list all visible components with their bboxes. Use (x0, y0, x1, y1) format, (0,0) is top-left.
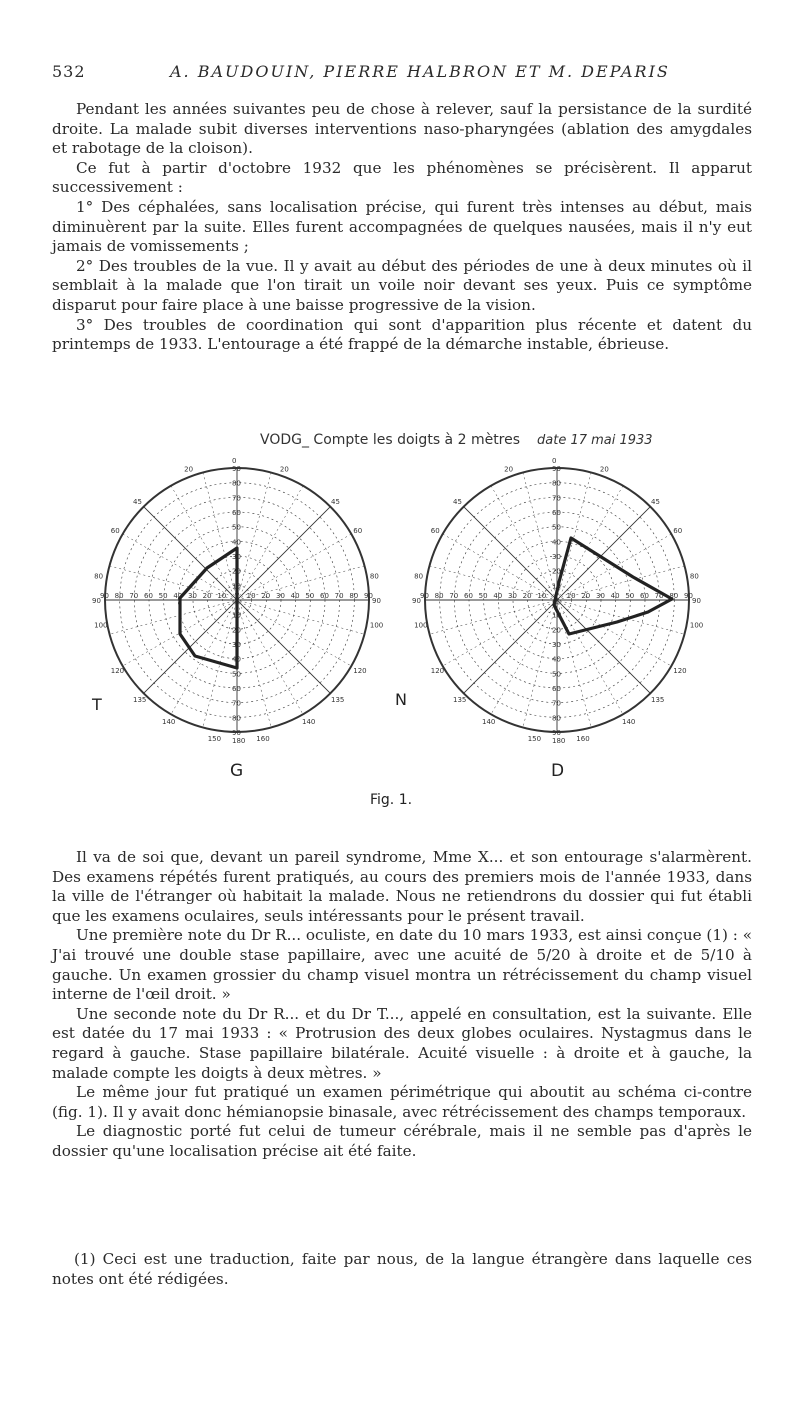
radius-label: 20 (261, 592, 271, 600)
radius-label: 60 (232, 685, 241, 693)
radius-label: 80 (349, 592, 359, 600)
angle-label: 90 (412, 597, 421, 605)
perimetry-chart (82, 422, 722, 812)
angle-label: 60 (353, 527, 363, 535)
paragraph: 3° Des troubles de coordination qui sont d'apparition plus récente et datent du printemps de 1933. L'entourage a été frappé de la démarche instable, ébrieuse. (52, 315, 752, 354)
angle-label: 120 (110, 667, 125, 675)
angle-label: 100 (689, 621, 704, 630)
radius-label: 30 (552, 553, 561, 561)
radius-label: 20 (581, 592, 591, 600)
paragraph: Le même jour fut pratiqué un examen périmétrique qui aboutit au schéma ci-contre (fig. 1). Il y avait donc hémianopsie binasale, avec rétrécissement des champs temporaux. (52, 1083, 752, 1121)
angle-label: 100 (369, 621, 384, 630)
angle-label: 160 (256, 734, 270, 743)
paragraph: Une seconde note du Dr R... et du Dr T..., appelé en consultation, est la suivante. Elle est datée du 17 mai 1933 : « Protrusion des deux globes oculaires. Nystagmus dans le regard à gauche. Stase papillaire bilatérale. Acuité visuelle : à droite et à gauche, la malade compte les doigts à deux mètres. » (52, 1004, 752, 1082)
radius-label: 50 (625, 592, 635, 600)
radius-label: 40 (493, 592, 503, 600)
radius-label: 50 (478, 592, 488, 600)
radius-label: 60 (144, 592, 153, 600)
angle-label: 150 (207, 734, 222, 743)
radius-label: 10 (552, 582, 561, 591)
perimetry-figure (82, 422, 722, 812)
angle-label: 120 (673, 667, 687, 675)
radius-label: 50 (552, 670, 561, 679)
angle-label: 90 (372, 597, 381, 605)
radius-label: 70 (334, 592, 344, 600)
radius-label: 40 (290, 592, 300, 600)
angle-label: 45 (133, 498, 142, 507)
radius-label: 30 (188, 592, 197, 600)
radius-label: 80 (552, 479, 561, 488)
right-field-outline (554, 538, 672, 634)
angle-label: 80 (689, 572, 699, 581)
nasal-mark: N (395, 690, 407, 709)
page-header (52, 62, 752, 88)
angle-label: 140 (302, 718, 316, 727)
radius-label: 90 (232, 465, 241, 473)
radius-label: 30 (552, 641, 561, 649)
radius-label: 30 (596, 592, 605, 600)
angle-label: 180 (552, 737, 566, 745)
radius-label: 80 (552, 714, 561, 723)
radius-label: 60 (552, 685, 561, 693)
right-eye-label: D (551, 761, 565, 781)
paragraph: 2° Des troubles de la vue. Il y avait au début des périodes de une à deux minutes où il semblait à la malade que l'on tirait un voile noir devant ses yeux. Puis ce symptôme disparut pour faire place à une baisse progressive de la vision. (52, 256, 752, 314)
radius-label: 30 (508, 592, 517, 600)
radius-label: 70 (232, 699, 241, 708)
radius-label: 10 (246, 592, 256, 600)
figure-date: date 17 mai 1933 (537, 433, 653, 448)
angle-label: 90 (692, 597, 701, 605)
radius-label: 20 (552, 626, 561, 635)
radius-label: 80 (232, 714, 241, 723)
radius-label: 10 (217, 592, 227, 600)
radius-label: 20 (232, 626, 241, 635)
radius-label: 10 (552, 611, 561, 620)
body-text-top (52, 100, 752, 355)
radius-label: 40 (610, 592, 620, 600)
radius-label: 50 (158, 592, 168, 600)
angle-label: 150 (527, 734, 542, 743)
radius-label: 90 (100, 592, 109, 600)
angle-label: 80 (369, 572, 379, 581)
body-text-bottom (52, 848, 752, 1162)
angle-label: 140 (622, 718, 636, 727)
angle-label: 45 (650, 498, 660, 507)
angle-label: 135 (453, 695, 467, 704)
angle-label: 90 (92, 597, 101, 605)
radius-label: 70 (552, 494, 561, 503)
radius-label: 60 (464, 592, 473, 600)
angle-label: 45 (453, 498, 462, 507)
angle-label: 60 (110, 527, 120, 535)
radius-label: 50 (552, 523, 561, 532)
paragraph: Il va de soi que, devant un pareil syndrome, Mme X... et son entourage s'alarmèrent. Des examens répétés furent pratiqués, au cours des premiers mois de l'année 1933, dans la ville de l'étranger où habitait la malade. Nous ne retiendrons du dossier qui fut établi que les examens oculaires, seuls intéressants pour le présent travail. (52, 848, 752, 925)
angle-label: 120 (430, 667, 445, 675)
radius-label: 60 (232, 509, 241, 517)
right-grid (412, 457, 703, 745)
radius-label: 40 (552, 538, 561, 547)
angle-label: 0 (232, 457, 237, 465)
radius-label: 50 (305, 592, 315, 600)
angle-label: 135 (133, 695, 147, 704)
right-eye-field (412, 457, 703, 745)
temporal-mark: T (92, 695, 102, 714)
radius-label: 80 (114, 592, 124, 600)
angle-label: 100 (94, 621, 108, 630)
radius-label: 30 (232, 553, 241, 561)
radius-label: 40 (173, 592, 183, 600)
page-number: 532 (52, 62, 86, 81)
radius-label: 10 (232, 582, 241, 591)
angle-label: 45 (330, 498, 340, 507)
angle-label: 20 (279, 465, 289, 474)
footnote: (1) Ceci est une traduction, faite par nous, de la langue étrangère dans laquelle ces notes ont été rédigées. (52, 1250, 752, 1288)
paragraph: Pendant les années suivantes peu de chose à relever, sauf la persistance de la surdité droite. La malade subit diverses interventions naso-pharyngées (ablation des amygdales et rabotage de la cloison). (52, 100, 752, 158)
paragraph: 1° Des céphalées, sans localisation précise, qui furent très intenses au début, mais diminuèrent par la suite. Elles furent accompagnées de quelques nausées, mais il n'y eut jamais de vomissements ; (52, 197, 752, 256)
radius-label: 10 (232, 611, 241, 620)
radius-label: 40 (552, 655, 561, 664)
angle-label: 135 (650, 695, 665, 704)
radius-label: 70 (232, 494, 241, 503)
radius-label: 20 (522, 592, 532, 600)
radius-label: 60 (552, 509, 561, 517)
radius-label: 30 (232, 641, 241, 649)
angle-label: 140 (162, 718, 176, 727)
radius-label: 40 (232, 538, 241, 547)
radius-label: 70 (552, 699, 561, 708)
radius-label: 60 (320, 592, 329, 600)
radius-label: 50 (232, 670, 241, 679)
running-title: A. BAUDOUIN, PIERRE HALBRON ET M. DEPARIS (170, 62, 670, 81)
angle-label: 60 (673, 527, 683, 535)
radius-label: 90 (420, 592, 429, 600)
radius-label: 40 (232, 655, 241, 664)
radius-label: 70 (654, 592, 664, 600)
angle-label: 20 (184, 465, 194, 474)
angle-label: 20 (504, 465, 514, 474)
radius-label: 80 (434, 592, 444, 600)
angle-label: 100 (414, 621, 428, 630)
figure-caption: Fig. 1. (370, 792, 413, 808)
angle-label: 135 (330, 695, 345, 704)
angle-label: 140 (482, 718, 496, 727)
radius-label: 70 (129, 592, 139, 600)
angle-label: 180 (232, 737, 246, 745)
radius-label: 20 (232, 567, 241, 576)
paragraph: Ce fut à partir d'octobre 1932 que les phénomènes se précisèrent. Il apparut successivement : (52, 158, 752, 197)
radius-label: 20 (202, 592, 212, 600)
angle-label: 20 (599, 465, 609, 474)
radius-label: 70 (449, 592, 459, 600)
angle-label: 80 (414, 572, 424, 581)
radius-label: 30 (276, 592, 285, 600)
radius-label: 80 (232, 479, 241, 488)
figure-title: VODG_ Compte les doigts à 2 mètres (260, 432, 521, 448)
radius-label: 90 (552, 729, 561, 737)
radius-label: 10 (566, 592, 576, 600)
paragraph: Une première note du Dr R... oculiste, en date du 10 mars 1933, est ainsi conçue (1) : « J'ai trouvé une double stase papillaire, avec une acuité de 5/20 à droite et de 5/10 à gauche. Un examen grossier du champ visuel montra un rétrécissement du champ visuel interne de l'œil droit. » (52, 926, 752, 1004)
radius-label: 90 (364, 592, 373, 600)
angle-label: 120 (353, 667, 367, 675)
radius-label: 80 (669, 592, 679, 600)
radius-label: 20 (552, 567, 561, 576)
angle-label: 80 (94, 572, 104, 581)
radius-label: 60 (640, 592, 649, 600)
radius-label: 10 (537, 592, 547, 600)
radius-label: 90 (684, 592, 693, 600)
paragraph: Le diagnostic porté fut celui de tumeur cérébrale, mais il ne semble pas d'après le dossier qu'une localisation précise ait été faite. (52, 1122, 752, 1160)
radius-label: 90 (552, 465, 561, 473)
angle-label: 0 (552, 457, 557, 465)
angle-label: 60 (430, 527, 440, 535)
left-eye-label: G (230, 761, 244, 781)
radius-label: 50 (232, 523, 241, 532)
angle-label: 160 (576, 734, 590, 743)
radius-label: 90 (232, 729, 241, 737)
